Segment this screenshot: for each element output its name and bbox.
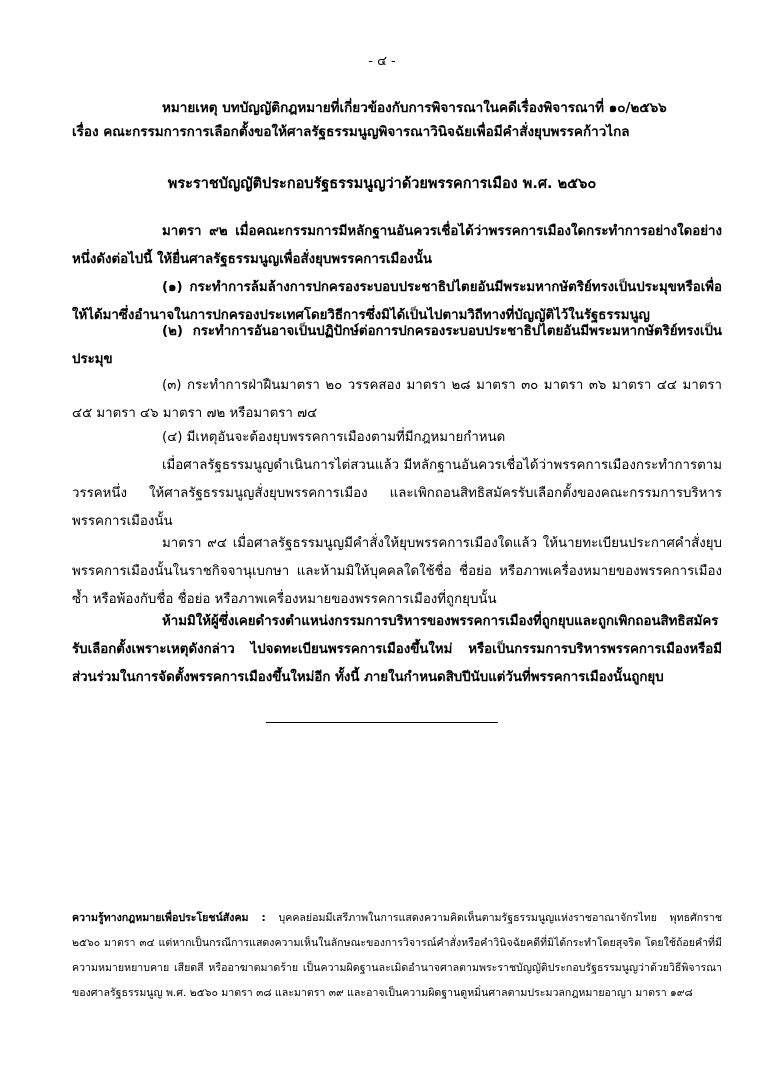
section-92-item-3 — [72, 372, 722, 428]
item-2-text: (๒) กระทำการอันอาจเป็นปฏิปักษ์ต่อการปกครองระบอบประชาธิปไตยอันมีพระมหากษัตริย์ทรงเป็นประมุข — [72, 324, 722, 367]
item-3-text: (๓) กระทำการฝ่าฝืนมาตรา ๒๐ วรรคสอง มาตรา ๒๘ มาตรา ๓๐ มาตรา ๓๖ มาตรา ๔๔ มาตรา ๔๕ มาตรา ๔๖ มาตรา ๗๒ หรือมาตรา ๗๔ — [72, 378, 722, 421]
court-order-text: เมื่อศาลรัฐธรรมนูญดำเนินการไต่สวนแล้ว มีหลักฐานอันควรเชื่อได้ว่าพรรคการเมืองกระทำการตามวรรคหนึ่ง ให้ศาลรัฐธรรมนูญสั่งยุบพรรคการเมือง และเพิกถอนสิทธิสมัครรับเลือกตั้งของคณะกรรมการบริหารพรรคการเมืองนั้น — [72, 458, 722, 529]
end-divider — [266, 722, 498, 723]
section-92-item-2 — [72, 318, 722, 374]
case-note-line-2: เรื่อง คณะกรรมการการเลือกตั้งขอให้ศาลรัฐธรรมนูญพิจารณาวินิจฉัยเพื่อมีคำสั่งยุบพรรคก้าวไกล — [72, 124, 630, 140]
section-92-text: มาตรา ๙๒ เมื่อคณะกรรมการมีหลักฐานอันควรเชื่อได้ว่าพรรคการเมืองใดกระทำการอย่างใดอย่างหนึ่งดังต่อไปนี้ ให้ยื่นศาลรัฐธรรมนูญเพื่อสั่งยุบพรรคการเมืองนั้น — [72, 224, 722, 267]
case-note-reference: หมายเหตุ บทบัญญัติกฎหมายที่เกี่ยวข้องกับการพิจารณาในคดีเรื่องพิจารณาที่ ๑๐/๒๕๖๖ — [162, 100, 667, 116]
item-4-text: (๔) มีเหตุอันจะต้องยุบพรรคการเมืองตามที่มีกฎหมายกำหนด — [162, 430, 506, 445]
legal-knowledge-footer — [72, 906, 722, 1006]
section-94-paragraph-2 — [72, 608, 722, 692]
law-title: พระราชบัญญัติประกอบรัฐธรรมนูญว่าด้วยพรรคการเมือง พ.ศ. ๒๕๖๐ — [167, 176, 597, 192]
section-94 — [72, 530, 722, 614]
section-92-item-4 — [72, 424, 722, 452]
page-number: - ๔ - — [368, 54, 396, 69]
footer-heading: ความรู้ทางกฎหมายเพื่อประโยชน์สังคม : — [72, 912, 266, 924]
court-order-paragraph — [72, 452, 722, 536]
footer-text: บุคคลย่อมมีเสรีภาพในการแสดงความคิดเห็นตามรัฐธรรมนูญแห่งราชอาณาจักรไทย พุทธศักราช ๒๕๖๐ มาตรา ๓๔ แต่หากเป็นกรณีการแสดงความเห็นในลักษณะของการวิจารณ์คำสั่งหรือคำวินิจฉัยคดีที่มิได้กระทำโดยสุจริต โดยใช้ถ้อยคำที่มีความหมายหยาบคาย เสียดสี หรืออาฆาตมาดร้าย เป็นความผิดฐานละเมิดอำนาจศาลตามพระราชบัญญัติประกอบรัฐธรรมนูญว่าด้วยวิธีพิจารณาของศาลรัฐธรรมนูญ พ.ศ. ๒๕๖๐ มาตรา ๓๘ และมาตรา ๓๙ และอาจเป็นความผิดฐานดูหมิ่นศาลตามประมวลกฎหมายอาญา มาตรา ๑๙๘ — [72, 912, 723, 999]
item-1-text: (๑) กระทำการล้มล้างการปกครองระบอบประชาธิปไตยอันมีพระมหากษัตริย์ทรงเป็นประมุขหรือเพื่อให้ได้มาซึ่งอำนาจในการปกครองประเทศโดยวิธีการซึ่งมิได้เป็นไปตามวิถีทางที่บัญญัติไว้ในรัฐธรรมนูญ — [72, 280, 722, 323]
section-92 — [72, 218, 722, 274]
section-94-paragraph-2-text: ห้ามมิให้ผู้ซึ่งเคยดำรงตำแหน่งกรรมการบริหารของพรรคการเมืองที่ถูกยุบและถูกเพิกถอนสิทธิสมัครรับเลือกตั้งเพราะเหตุดังกล่าว ไปจดทะเบียนพรรคการเมืองขึ้นใหม่ หรือเป็นกรรมการบริหารพรรคการเมืองหรือมีส่วนร่วมในการจัดตั้งพรรคการเมืองขึ้นใหม่อีก ทั้งนี้ ภายในกำหนดสิบปีนับแต่วันที่พรรคการเมืองนั้นถูกยุบ — [72, 614, 722, 685]
section-94-text: มาตรา ๙๔ เมื่อศาลรัฐธรรมนูญมีคำสั่งให้ยุบพรรคการเมืองใดแล้ว ให้นายทะเบียนประกาศคำสั่งยุบพรรคการเมืองนั้นในราชกิจจานุเบกษา และห้ามมิให้บุคคลใดใช้ชื่อ ชื่อย่อ หรือภาพเครื่องหมายของพรรคการเมืองซ้ำ หรือพ้องกับชื่อ ชื่อย่อ หรือภาพเครื่องหมายของพรรคการเมืองที่ถูกยุบนั้น — [72, 536, 722, 607]
